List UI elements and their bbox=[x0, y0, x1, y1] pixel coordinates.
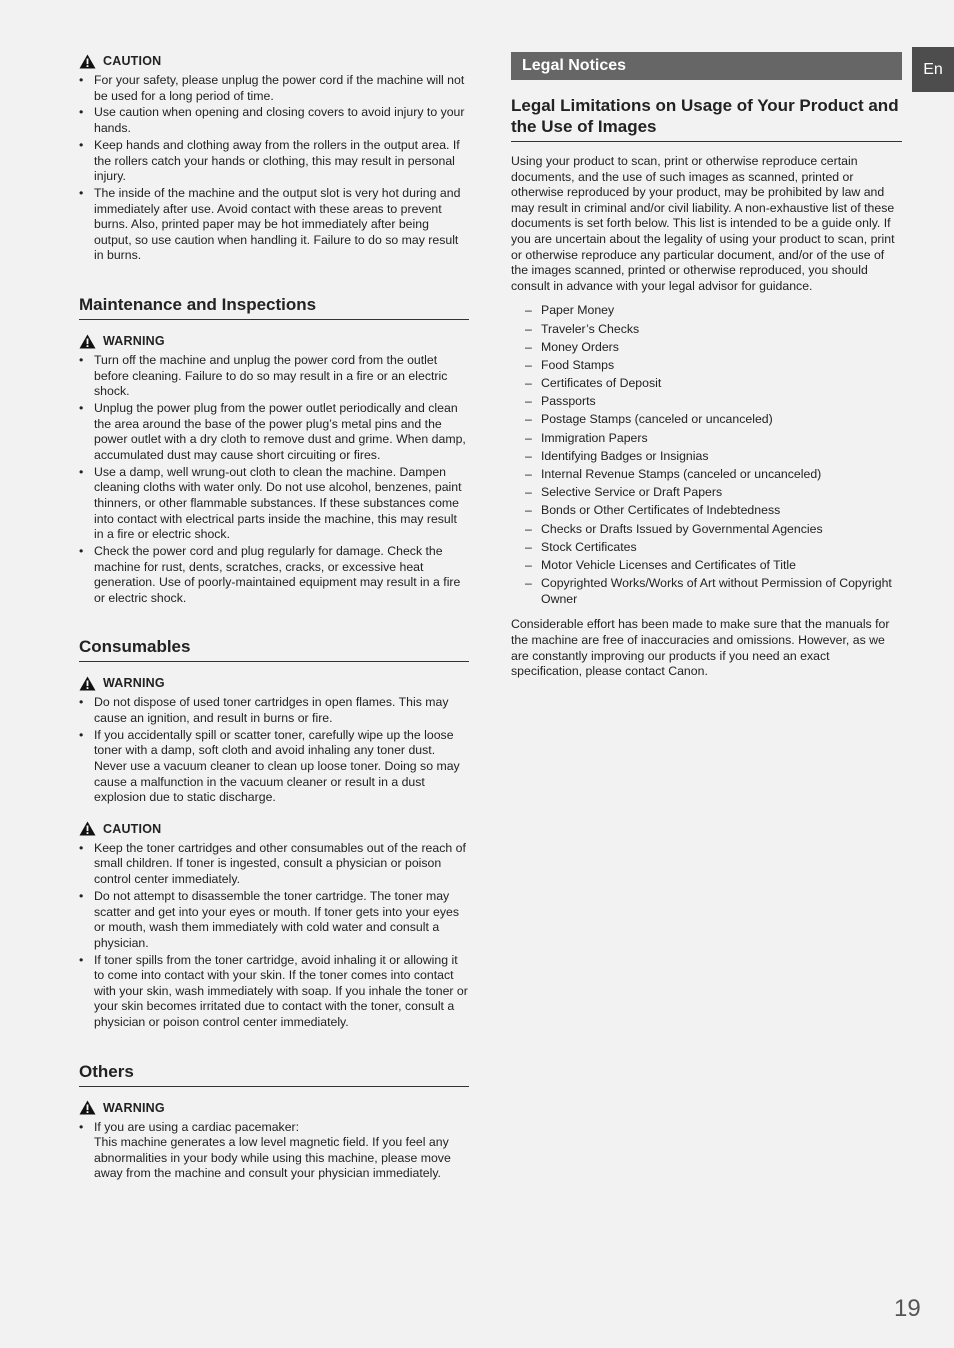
section-title: Maintenance and Inspections bbox=[79, 294, 469, 320]
list-item: – Selective Service or Draft Papers bbox=[525, 485, 723, 500]
list-item: – Certificates of Deposit bbox=[525, 376, 662, 391]
maintenance-section bbox=[79, 294, 469, 606]
list-item: • If you are using a cardiac pacemaker: This machine generates a low level magnetic field. If you feel any abnormalities in your body while using this machine, please move away from the machine and consult your physician immediately. bbox=[79, 1119, 451, 1181]
warning-triangle-icon bbox=[79, 676, 96, 691]
warning-triangle-icon bbox=[79, 54, 96, 69]
list-item: • Check the power cord and plug regularly for damage. Check the machine for rust, dents, scratches, cracks, or excessive heat generation. Use of poorly-maintained equipment may result in a fire or electric shock. bbox=[79, 544, 461, 605]
warning-list bbox=[79, 695, 469, 805]
list-item: – Motor Vehicle Licenses and Certificates of Title bbox=[525, 557, 796, 572]
safety-caution-block bbox=[79, 52, 469, 264]
list-item: – Internal Revenue Stamps (canceled or uncanceled) bbox=[525, 467, 822, 482]
warning-heading bbox=[79, 332, 469, 350]
legal-notices-banner: Legal Notices bbox=[511, 52, 902, 80]
caution-heading bbox=[79, 820, 469, 838]
legal-closing-paragraph: Considerable effort has been made to make sure that the manuals for the machine are free of inaccuracies and omissions. However, as we are constantly improving our products if you need an exact specification, please contact Canon. bbox=[511, 617, 890, 679]
warning-label: WARNING bbox=[103, 676, 165, 691]
item-lead: If you are using a cardiac pacemaker: bbox=[94, 1119, 300, 1134]
consumables-section bbox=[79, 636, 469, 1030]
warning-heading bbox=[79, 674, 469, 692]
language-tab: En bbox=[912, 47, 954, 92]
list-item: • Unplug the power plug from the power outlet periodically and clean the area around the base of the power plug’s metal pins and the power outlet with a dry cloth to remove dust and grime. When damp, accumulated dust may cause short circuiting or fires. bbox=[79, 401, 466, 462]
list-item: • If you accidentally spill or scatter toner, carefully wipe up the loose toner with a damp, soft cloth and avoid inhaling any toner dust. Never use a vacuum cleaner to clean up loose toner. Doing so may cause a malfunction in the vacuum cleaner or result in a dust explosion due to static discharge. bbox=[79, 727, 460, 805]
item-body: This machine generates a low level magnetic field. If you feel any abnormalities in your body while using this machine, please move away from the machine and consult your physician immediately. bbox=[94, 1135, 451, 1181]
list-item: – Bonds or Other Certificates of Indebtedness bbox=[525, 503, 781, 518]
list-item: • Keep hands and clothing away from the rollers in the output area. If the rollers catch your hands or clothing, this may result in personal injury. bbox=[79, 137, 460, 184]
warning-triangle-icon bbox=[79, 821, 96, 836]
caution-heading bbox=[79, 52, 469, 70]
list-item: – Checks or Drafts Issued by Governmental Agencies bbox=[525, 521, 823, 536]
page-number: 19 bbox=[894, 1295, 921, 1322]
warning-triangle-icon bbox=[79, 334, 96, 349]
list-item: • The inside of the machine and the output slot is very hot during and immediately after use. Avoid contact with these areas to prevent burns. Also, printed paper may be hot immediately after being output, so use caution when handling it. Failure to do so may result in burns. bbox=[79, 186, 461, 263]
warning-list bbox=[79, 353, 469, 606]
caution-label: CAUTION bbox=[103, 821, 162, 836]
list-item: • For your safety, please unplug the power cord if the machine will not be used for a long period of time. bbox=[79, 73, 465, 103]
warning-label: WARNING bbox=[103, 1100, 165, 1115]
prohibited-documents-list bbox=[511, 303, 902, 607]
list-item: – Food Stamps bbox=[525, 357, 615, 372]
others-section bbox=[79, 1061, 469, 1182]
list-item: – Paper Money bbox=[525, 303, 615, 318]
list-item: • Do not attempt to disassemble the toner cartridge. The toner may scatter and get into your eyes or mouth. If toner gets into your eyes or mouth, wash them immediately with cold water and consult a physician. bbox=[79, 888, 460, 950]
section-title: Consumables bbox=[79, 636, 469, 662]
caution-list bbox=[79, 73, 469, 264]
caution-list bbox=[79, 841, 469, 1031]
list-item: – Traveler’s Checks bbox=[525, 321, 640, 336]
list-item: – Stock Certificates bbox=[525, 539, 637, 554]
warning-label: WARNING bbox=[103, 334, 165, 349]
list-item: – Money Orders bbox=[525, 339, 619, 354]
caution-label: CAUTION bbox=[103, 54, 162, 68]
list-item: • Use a damp, well wrung-out cloth to clean the machine. Dampen cleaning cloths with water only. Do not use alcohol, benzenes, paint thinners, or other flammable substances. If these substances come into contact with electrical parts inside the machine, this may result in a fire or electric shock. bbox=[79, 464, 462, 542]
warning-heading bbox=[79, 1099, 469, 1117]
list-item: • Keep the toner cartridges and other consumables out of the reach of small children. If toner is ingested, consult a physician or poison control center immediately. bbox=[79, 840, 466, 887]
warning-triangle-icon bbox=[79, 1100, 96, 1115]
list-item: – Copyrighted Works/Works of Art without Permission of Copyright Owner bbox=[525, 576, 892, 606]
list-item: • Use caution when opening and closing covers to avoid injury to your hands. bbox=[79, 105, 465, 136]
right-column bbox=[511, 52, 902, 680]
legal-intro-paragraph: Using your product to scan, print or otherwise reproduce certain documents, and the use of such images as scanned, printed or otherwise reproduced by your product, may be prohibited by law and may result in criminal and/or civil liability. A non-exhaustive list of these documents is set forth below. This list is intended to be a guide only. If you are uncertain about the legality of using your product to scan, print or otherwise reproduce any particular document, and/or of the use of the images scanned, printed or otherwise reproduced, you should consult in advance with your legal advisor for guidance. bbox=[511, 154, 895, 293]
warning-list bbox=[79, 1120, 469, 1182]
list-item: – Postage Stamps (canceled or uncanceled) bbox=[525, 412, 773, 427]
list-item: • If toner spills from the toner cartridge, avoid inhaling it or allowing it to come into contact with your skin. If the toner comes into contact with your skin, wash immediately with soap. If you inhale the toner or your skin becomes irritated due to contact with the toner, consult a physician or poison control center immediately. bbox=[79, 952, 468, 1029]
list-item: – Identifying Badges or Insignias bbox=[525, 448, 709, 463]
legal-section-title: Legal Limitations on Usage of Your Product and the Use of Images bbox=[511, 95, 902, 142]
list-item: – Passports bbox=[525, 394, 596, 409]
left-column bbox=[79, 52, 469, 1183]
list-item: • Do not dispose of used toner cartridges in open flames. This may cause an ignition, and result in burns or fire. bbox=[79, 695, 449, 725]
list-item: • Turn off the machine and unplug the power cord from the outlet before cleaning. Failure to do so may result in a fire or an electric shock. bbox=[79, 353, 448, 399]
list-item: – Immigration Papers bbox=[525, 430, 648, 445]
section-title: Others bbox=[79, 1061, 469, 1087]
